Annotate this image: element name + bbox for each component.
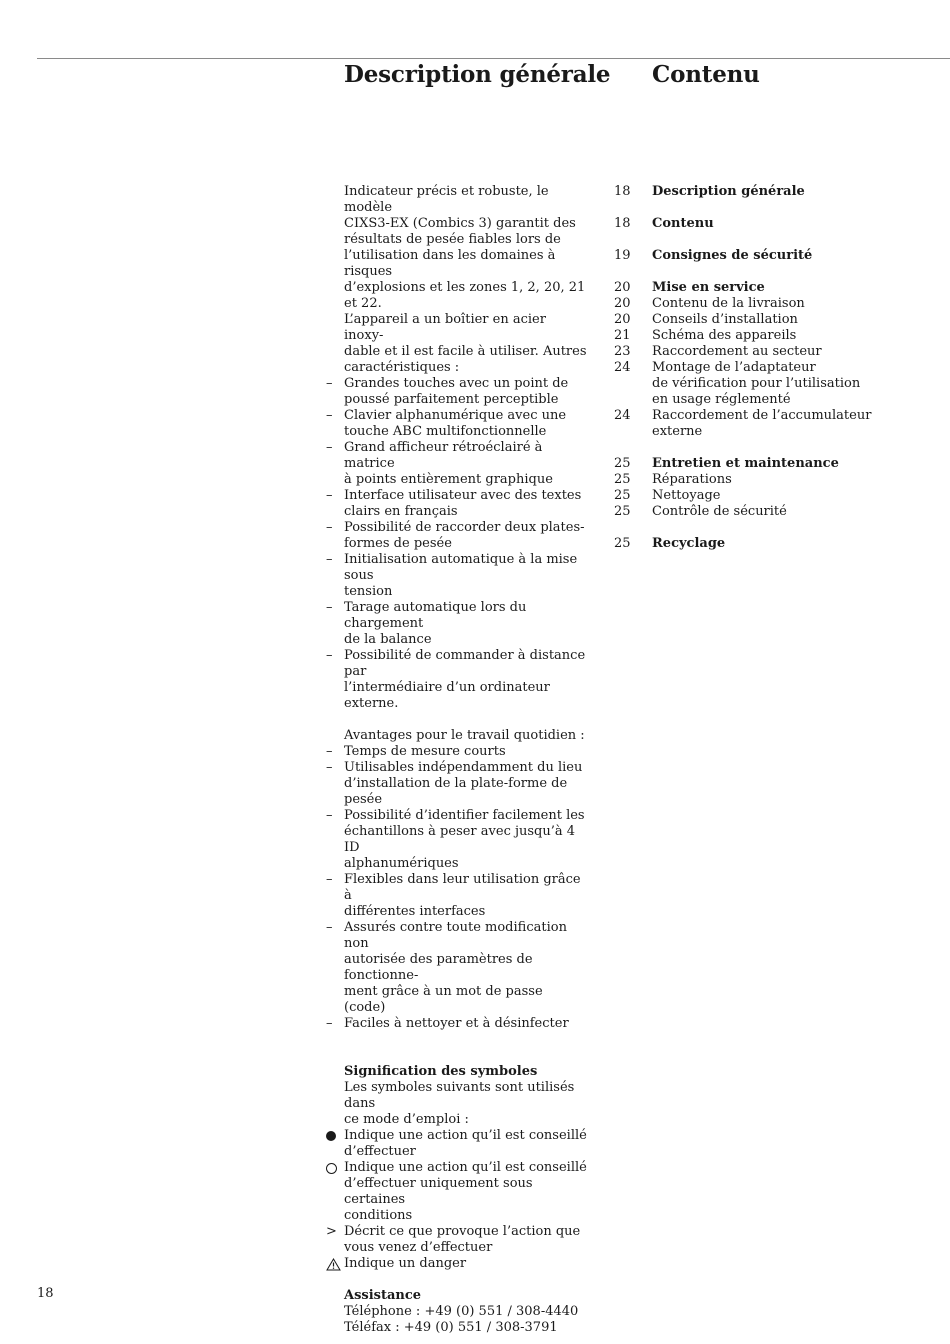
toc-entry: [614, 312, 950, 328]
toc-page-number: 25: [614, 456, 631, 471]
title-contenu: Contenu: [652, 61, 760, 88]
toc-page-number: 20: [614, 280, 631, 295]
toc-entry-title: en usage réglementé: [652, 392, 791, 407]
spacer: [614, 440, 950, 456]
toc-entry-title: de vérification pour l’utilisation: [652, 376, 861, 391]
page-number: 18: [37, 1286, 54, 1301]
feature-list-item: [326, 408, 588, 440]
toc-page-number: 23: [614, 344, 631, 359]
text-line: différentes interfaces: [344, 904, 486, 919]
toc-entry: [614, 472, 950, 488]
text-line: Assurés contre toute modification non: [344, 920, 567, 951]
dash-bullet: [326, 648, 344, 664]
toc-page-number: 20: [614, 312, 631, 327]
text-line: ce mode d’emploi :: [344, 1112, 469, 1127]
toc-entry: [614, 344, 950, 360]
text-line: l’intermédiaire d’un ordinateur externe.: [344, 680, 550, 711]
text-line: conditions: [344, 1208, 413, 1223]
toc-entry-title: Mise en service: [652, 280, 765, 295]
toc-entry-title: Contenu: [652, 216, 714, 231]
text-line: alphanumériques: [344, 856, 459, 871]
warning-triangle-icon: [326, 1256, 344, 1276]
dash-bullet: [326, 920, 344, 936]
dash-bullet: [326, 744, 344, 760]
advantage-list-item: [326, 744, 588, 760]
dash-bullet: [326, 872, 344, 888]
assistance-section: [326, 1288, 588, 1336]
text-line: l’utilisation dans les domaines à risques: [344, 248, 556, 279]
dash-bullet: [326, 440, 344, 456]
text-line: Indique un danger: [344, 1256, 467, 1271]
toc-entry: [614, 248, 950, 264]
text-line: Possibilité de raccorder deux plates-: [344, 520, 585, 535]
dash-bullet: [326, 1016, 344, 1032]
feature-list-item: [326, 376, 588, 408]
filled-circle-icon: [326, 1128, 344, 1146]
dash-bullet: [326, 552, 344, 568]
text-line: tension: [344, 584, 393, 599]
text-line: Décrit ce que provoque l’action que: [344, 1224, 581, 1239]
spacer: [326, 1272, 588, 1288]
text-line: Grand afficheur rétroéclairé à matrice: [344, 440, 543, 471]
toc-entry-title: Schéma des appareils: [652, 328, 797, 343]
dash-bullet: [326, 808, 344, 824]
assistance-phone: Téléphone : +49 (0) 551 / 308-4440: [344, 1304, 579, 1319]
toc-entry: [614, 328, 950, 344]
title-description-generale: Description générale: [344, 61, 611, 88]
text-line: de la balance: [344, 632, 432, 647]
assistance-heading: Assistance: [344, 1288, 422, 1303]
toc-entry: [614, 216, 950, 232]
symbols-heading: Signification des symboles: [344, 1064, 538, 1079]
toc-page-number: 24: [614, 408, 631, 423]
text-line: vous venez d’effectuer: [344, 1240, 493, 1255]
advantage-list-item: [326, 808, 588, 872]
text-line: Flexibles dans leur utilisation grâce à: [344, 872, 581, 903]
text-line: ment grâce à un mot de passe (code): [344, 984, 543, 1015]
dash-bullet: [326, 520, 344, 536]
toc-entry-title: Raccordement au secteur: [652, 344, 822, 359]
advantages-intro: [326, 728, 588, 744]
dash-bullet: [326, 600, 344, 616]
advantage-list-item: [326, 920, 588, 1016]
text-line: touche ABC multifonctionnelle: [344, 424, 547, 439]
text-line: Indique une action qu’il est conseillé: [344, 1160, 587, 1175]
toc-page-number: 21: [614, 328, 631, 343]
dash-bullet: [326, 408, 344, 424]
toc-entry-title: Contrôle de sécurité: [652, 504, 787, 519]
toc-entry-title: Montage de l’adaptateur: [652, 360, 816, 375]
advantage-list-item: [326, 872, 588, 920]
text-line: Clavier alphanumérique avec une: [344, 408, 567, 423]
feature-list-item: [326, 600, 588, 648]
spacer: [326, 1032, 588, 1048]
empty-circle-shape: [326, 1163, 337, 1174]
advantages-heading: Avantages pour le travail quotidien :: [344, 728, 585, 743]
spacer: [326, 712, 588, 728]
symbol-list-item: [326, 1160, 588, 1224]
text-line: Utilisables indépendamment du lieu: [344, 760, 583, 775]
toc-entry-title: Contenu de la livraison: [652, 296, 805, 311]
text-line: autorisée des paramètres de fonctionne-: [344, 952, 533, 983]
text-line: Temps de mesure courts: [344, 744, 506, 759]
assistance-fax: Téléfax : +49 (0) 551 / 308-3791: [344, 1320, 558, 1335]
text-line: Possibilité d’identifier facilement les: [344, 808, 585, 823]
toc-page-number: 20: [614, 296, 631, 311]
toc-page-number: 18: [614, 184, 631, 199]
text-line: et 22.: [344, 296, 382, 311]
toc-entry: [614, 408, 950, 440]
feature-list-item: [326, 552, 588, 600]
toc-entry: [614, 360, 950, 408]
toc-entry: [614, 504, 950, 520]
greater-than-icon: [326, 1224, 344, 1240]
toc-entry: [614, 280, 950, 296]
intro-paragraph: [326, 184, 588, 312]
text-line: CIXS3-EX (Combics 3) garantit des: [344, 216, 576, 231]
text-line: Tarage automatique lors du chargement: [344, 600, 527, 631]
advantage-list-item: [326, 1016, 588, 1032]
text-line: Faciles à nettoyer et à désinfecter: [344, 1016, 569, 1031]
text-line: Indique une action qu’il est conseillé: [344, 1128, 587, 1143]
spacer: [614, 264, 950, 280]
toc-entry-title: Raccordement de l’accumulateur: [652, 408, 872, 423]
toc-entry-title: Recyclage: [652, 536, 726, 551]
dash-bullet: [326, 760, 344, 776]
text-line: clairs en français: [344, 504, 458, 519]
spacer: [326, 1048, 588, 1064]
header-rule: [37, 58, 950, 59]
toc-page-number: 25: [614, 488, 631, 503]
spacer: [614, 232, 950, 248]
text-line: d’installation de la plate-forme de pesée: [344, 776, 568, 807]
toc-entry-title: Consignes de sécurité: [652, 248, 813, 263]
text-line: Indicateur précis et robuste, le modèle: [344, 184, 549, 215]
text-line: dable et il est facile à utiliser. Autres: [344, 344, 587, 359]
text-line: à points entièrement graphique: [344, 472, 553, 487]
toc-page-number: 24: [614, 360, 631, 375]
spacer: [614, 520, 950, 536]
feature-list-item: [326, 520, 588, 552]
toc-entry-title: externe: [652, 424, 703, 439]
symbol-list-item: [326, 1224, 588, 1256]
text-line: Grandes touches avec un point de: [344, 376, 569, 391]
toc-entry-title: Conseils d’installation: [652, 312, 798, 327]
symbol-list-item: [326, 1128, 588, 1160]
dash-bullet: [326, 488, 344, 504]
spacer: [614, 200, 950, 216]
text-line: Interface utilisateur avec des textes: [344, 488, 582, 503]
text-line: d’effectuer: [344, 1144, 416, 1159]
toc-entry-title: Description générale: [652, 184, 805, 199]
toc-entry-title: Réparations: [652, 472, 732, 487]
toc-entry: [614, 488, 950, 504]
toc-page-number: 25: [614, 536, 631, 551]
text-line: poussé parfaitement perceptible: [344, 392, 559, 407]
text-line: échantillons à peser avec jusqu’à 4 ID: [344, 824, 576, 855]
text-line: d’effectuer uniquement sous certaines: [344, 1176, 533, 1207]
text-line: Initialisation automatique à la mise sous: [344, 552, 578, 583]
filled-circle-shape: [326, 1131, 336, 1141]
toc-entry: [614, 296, 950, 312]
toc-entry: [614, 456, 950, 472]
text-line: Possibilité de commander à distance par: [344, 648, 586, 679]
symbol-list-item: [326, 1256, 588, 1272]
toc-page-number: 25: [614, 504, 631, 519]
features-intro-paragraph: [326, 312, 588, 376]
text-line: caractéristiques :: [344, 360, 460, 375]
feature-list-item: [326, 648, 588, 712]
text-line: formes de pesée: [344, 536, 452, 551]
advantage-list-item: [326, 760, 588, 808]
toc-entry: [614, 536, 950, 552]
feature-list-item: [326, 440, 588, 488]
toc-page-number: 25: [614, 472, 631, 487]
table-of-contents: [614, 184, 950, 552]
text-line: Les symboles suivants sont utilisés dans: [344, 1080, 575, 1111]
symbols-section: [326, 1064, 588, 1128]
dash-bullet: [326, 376, 344, 392]
text-line: d’explosions et les zones 1, 2, 20, 21: [344, 280, 586, 295]
text-line: L’appareil a un boîtier en acier inoxy-: [344, 312, 546, 343]
toc-entry: [614, 184, 950, 200]
toc-page-number: 18: [614, 216, 631, 231]
description-column: [326, 184, 588, 1336]
toc-entry-title: Entretien et maintenance: [652, 456, 839, 471]
feature-list-item: [326, 488, 588, 520]
warning-triangle-shape: [326, 1258, 341, 1271]
text-line: résultats de pesée fiables lors de: [344, 232, 561, 247]
toc-page-number: 19: [614, 248, 631, 263]
empty-circle-icon: [326, 1160, 344, 1179]
toc-entry-title: Nettoyage: [652, 488, 721, 503]
